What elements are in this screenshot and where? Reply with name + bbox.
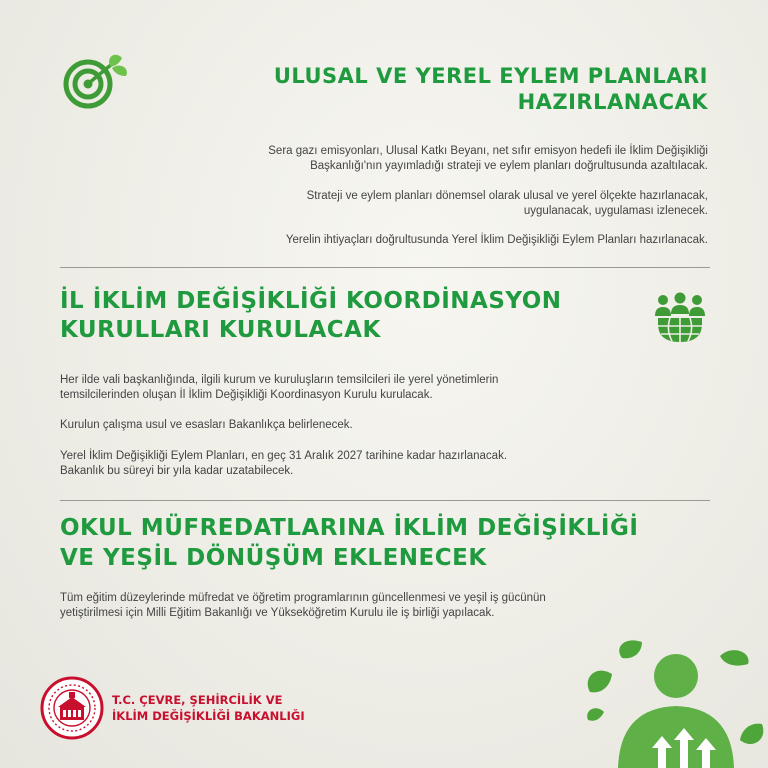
divider-1 bbox=[60, 267, 710, 268]
divider-2 bbox=[60, 500, 710, 501]
section2-paragraph1-line1: Her ilde vali başkanlığında, ilgili kurum ve kuruluşların temsilcileri ile yerel yönetimlerin bbox=[60, 374, 499, 386]
section3-title-line2: VE YEŞİL DÖNÜŞÜM EKLENECEK bbox=[60, 545, 487, 571]
section2-paragraph3-line2: Bakanlık bu süreyi bir yıla kadar uzatabilecek. bbox=[60, 465, 294, 477]
people-group-globe-icon bbox=[652, 292, 708, 344]
section1-paragraph2-line1: Strateji ve eylem planları dönemsel olarak ulusal ve yerel ölçekte hazırlanacak, bbox=[306, 190, 708, 202]
target-with-leaves-icon bbox=[58, 52, 130, 112]
section1-title-line1: ULUSAL VE YEREL EYLEM PLANLARI bbox=[273, 64, 708, 88]
section2-paragraph2: Kurulun çalışma usul ve esasları Bakanlıkça belirlenecek. bbox=[60, 419, 353, 431]
section2-paragraph1-line2: temsilcilerinden oluşan İl İklim Değişikliği Koordinasyon Kurulu kurulacak. bbox=[60, 389, 433, 401]
section3-paragraph1-line2: yetiştirilmesi için Milli Eğitim Bakanlığı ve Yükseköğretim Kurulu ile iş birliği yapılacak. bbox=[60, 607, 495, 619]
section2-title-line1: İL İKLİM DEĞİŞİKLİĞİ KOORDİNASYON bbox=[60, 288, 562, 314]
section1-paragraph2-line2: uygulanacak, uygulaması izlenecek. bbox=[523, 205, 708, 217]
person-growth-arrows-icon bbox=[582, 636, 768, 768]
section1-paragraph3: Yerelin ihtiyaçları doğrultusunda Yerel İklim Değişikliği Eylem Planları hazırlanacak. bbox=[285, 234, 708, 246]
ministry-name-line2: İKLİM DEĞİŞİKLİĞİ BAKANLIĞI bbox=[112, 709, 305, 723]
ministry-emblem-icon bbox=[40, 676, 104, 740]
section2-title-line2: KURULLARI KURULACAK bbox=[60, 317, 381, 343]
section1-paragraph1-line1: Sera gazı emisyonları, Ulusal Katkı Beyanı, net sıfır emisyon hedefi ile İklim Değişikliği bbox=[268, 145, 708, 157]
section1-paragraph1-line2: Başkanlığı'nın yayımladığı strateji ve eylem planları doğrultusunda azaltılacak. bbox=[310, 160, 708, 172]
ministry-name-line1: T.C. ÇEVRE, ŞEHİRCİLİK VE bbox=[112, 693, 283, 707]
section3-paragraph1-line1: Tüm eğitim düzeylerinde müfredat ve öğretim programlarının güncellenmesi ve yeşil iş gücünün bbox=[60, 592, 546, 604]
section3-title-line1: OKUL MÜFREDATLARINA İKLİM DEĞİŞİKLİĞİ bbox=[60, 515, 639, 541]
section2-paragraph3-line1: Yerel İklim Değişikliği Eylem Planları, en geç 31 Aralık 2027 tarihine kadar hazırlanacak. bbox=[60, 450, 508, 462]
section1-title-line2: HAZIRLANACAK bbox=[517, 90, 708, 114]
